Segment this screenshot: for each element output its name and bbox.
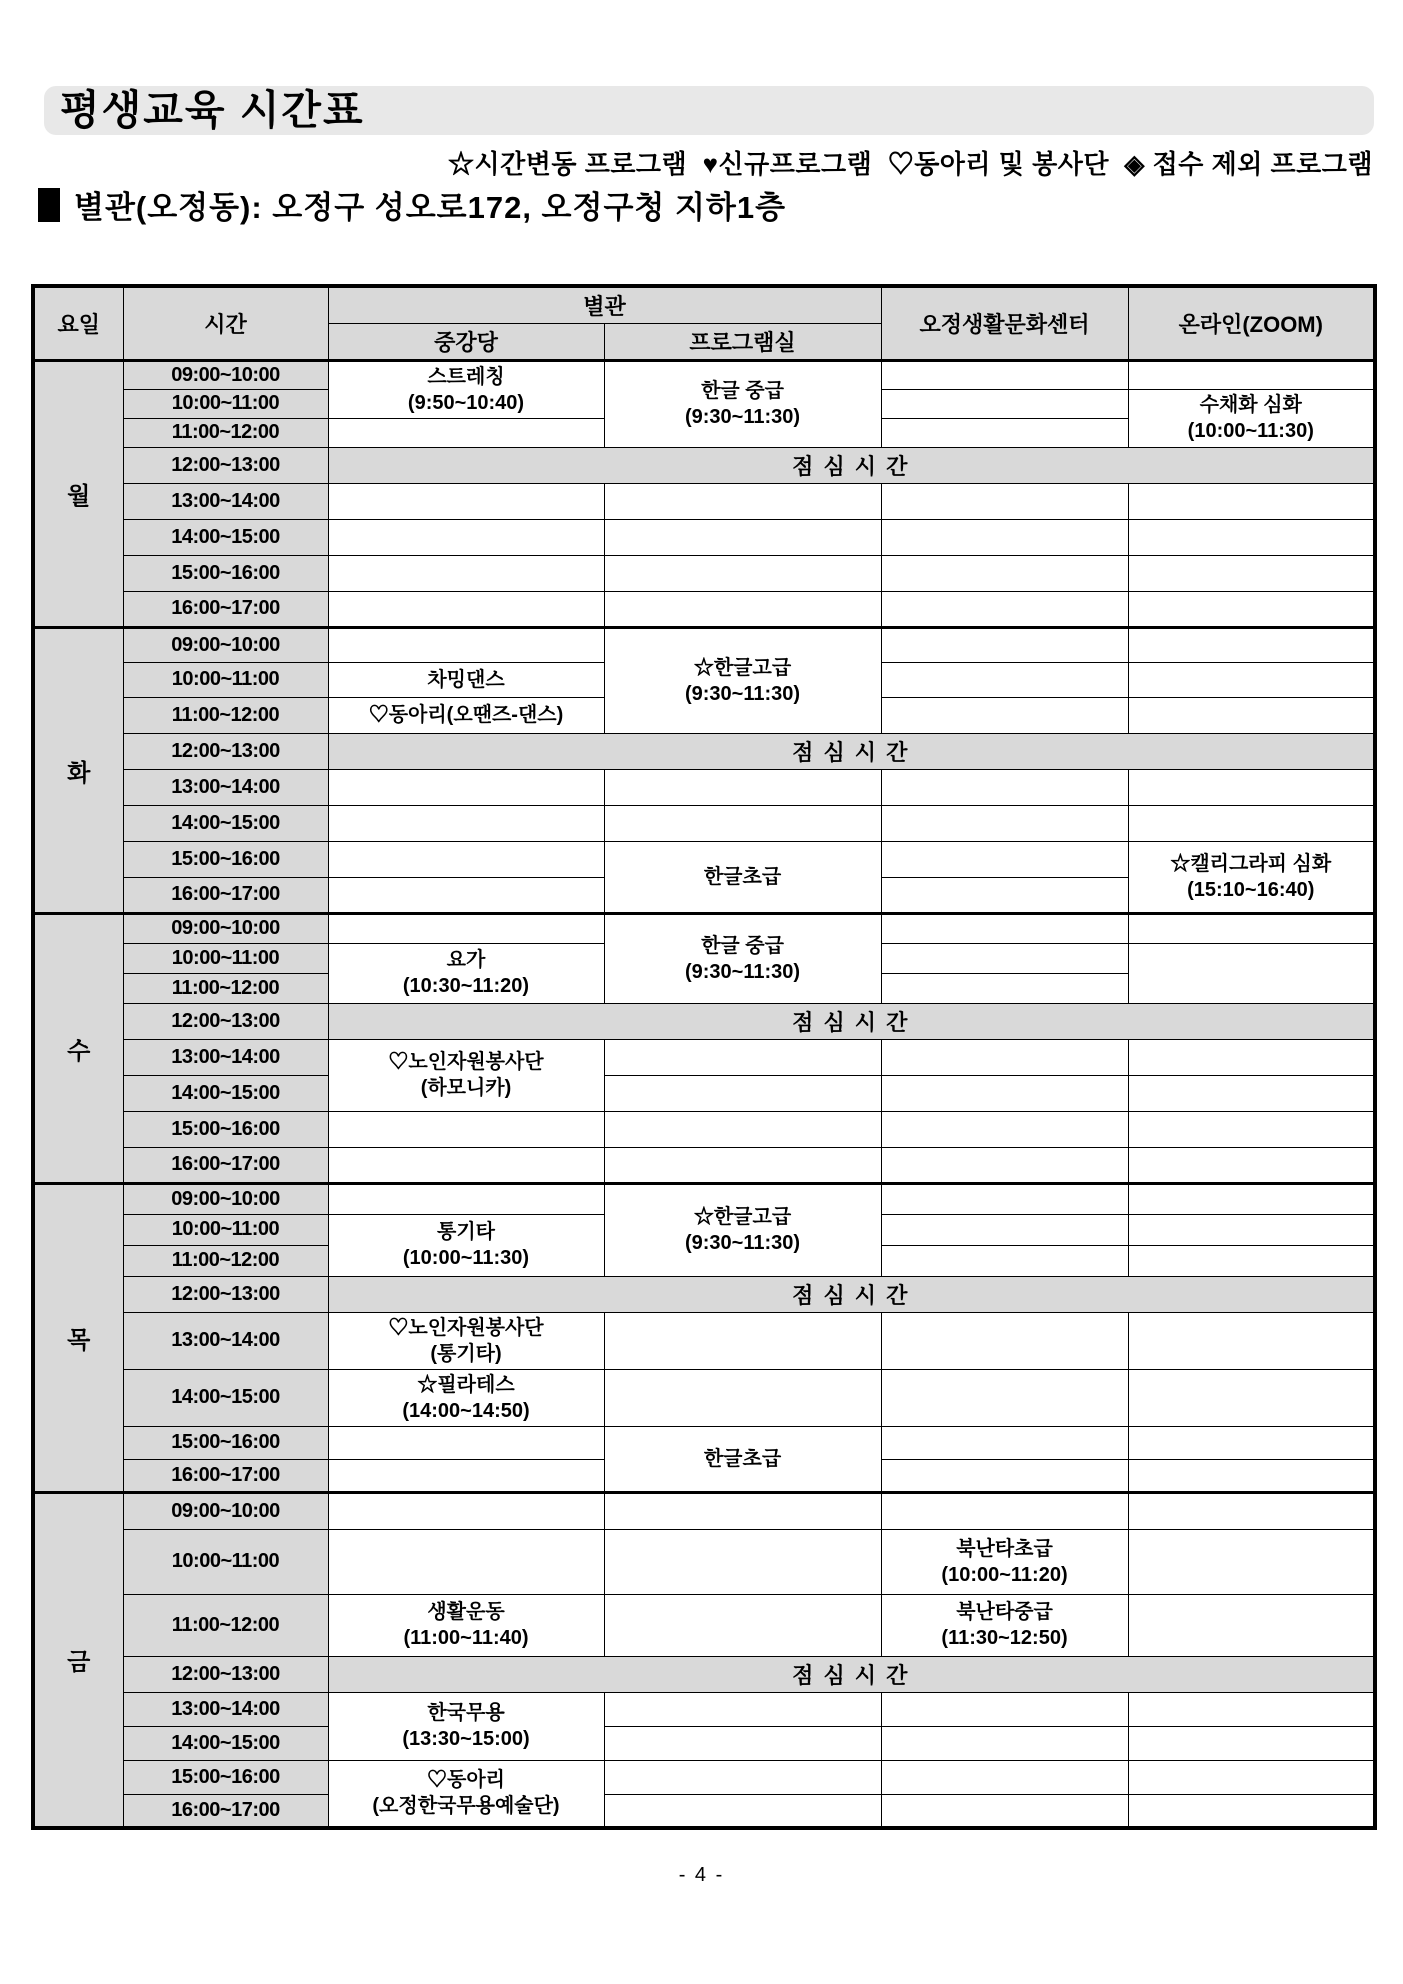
row-thu-7 — [33, 1426, 1375, 1459]
empty-cell — [328, 418, 604, 447]
row-mon-8 — [33, 591, 1375, 627]
program-title: ☆한글고급 — [693, 656, 792, 679]
time-cell: 12:00~13:00 — [123, 1276, 328, 1312]
empty-cell — [604, 1492, 881, 1529]
empty-cell — [1128, 591, 1375, 627]
lunch-cell: 점 심 시 간 — [328, 1276, 1375, 1312]
empty-cell — [328, 1111, 604, 1147]
time-cell: 12:00~13:00 — [123, 1003, 328, 1039]
row-tue-7 — [33, 841, 1375, 877]
time-cell: 16:00~17:00 — [123, 1459, 328, 1492]
time-cell: 13:00~14:00 — [123, 483, 328, 519]
empty-cell — [328, 483, 604, 519]
row-tue-1 — [33, 627, 1375, 662]
row-wed-7 — [33, 1111, 1375, 1147]
row-mon-1 — [33, 360, 1375, 389]
program-cell-tue-hangul-adv — [604, 627, 881, 733]
program-cell-thu-hangul-beg — [604, 1426, 881, 1492]
row-wed-1 — [33, 913, 1375, 943]
empty-cell — [1128, 913, 1375, 943]
empty-cell — [1128, 360, 1375, 389]
empty-cell — [1128, 1111, 1375, 1147]
header-hall: 중강당 — [328, 323, 604, 360]
empty-cell — [881, 943, 1128, 973]
day-cell-thu: 목 — [33, 1183, 123, 1492]
program-detail: (하모니카) — [420, 1077, 512, 1099]
empty-cell — [881, 1426, 1128, 1459]
empty-cell — [881, 841, 1128, 877]
program-title: ♡노인자원봉사단 — [388, 1051, 544, 1073]
lunch-cell: 점 심 시 간 — [328, 447, 1375, 483]
empty-cell — [1128, 1594, 1375, 1656]
empty-cell — [1128, 662, 1375, 697]
empty-cell — [328, 913, 604, 943]
program-title: 스트레칭 — [427, 365, 505, 388]
empty-cell — [881, 1147, 1128, 1183]
day-cell-tue: 화 — [33, 627, 123, 913]
program-cell-wed-yoga — [328, 943, 604, 1003]
empty-cell — [881, 1492, 1128, 1529]
empty-cell — [881, 1312, 1128, 1369]
empty-cell — [881, 1245, 1128, 1276]
program-cell-thu-guitar — [328, 1214, 604, 1276]
row-tue-4 — [33, 733, 1375, 769]
empty-cell — [604, 1529, 881, 1594]
time-cell: 12:00~13:00 — [123, 733, 328, 769]
program-detail: (9:30~11:30) — [684, 960, 801, 983]
program-detail: (11:30~12:50) — [941, 1627, 1068, 1649]
empty-cell — [881, 555, 1128, 591]
page-title: 평생교육 시간표 — [44, 86, 1374, 135]
time-cell: 15:00~16:00 — [123, 1760, 328, 1794]
empty-cell — [1128, 1075, 1375, 1111]
row-fri-4 — [33, 1656, 1375, 1692]
empty-cell — [1128, 1426, 1375, 1459]
empty-cell — [1128, 1039, 1375, 1075]
section-heading-text: 별관(오정동): 오정구 성오로172, 오정구청 지하1층 — [74, 190, 787, 225]
empty-cell — [328, 555, 604, 591]
program-detail: (9:30~11:30) — [684, 406, 801, 428]
empty-cell — [328, 841, 604, 877]
empty-cell — [604, 483, 881, 519]
header-day: 요일 — [33, 286, 123, 360]
empty-cell — [881, 1760, 1128, 1794]
program-cell-thu-senior-guitar — [328, 1312, 604, 1369]
program-detail: (11:00~11:40) — [403, 1627, 529, 1649]
program-cell-mon-hangul-mid — [604, 360, 881, 447]
empty-cell — [881, 1111, 1128, 1147]
program-cell-wed-senior-harmonica — [328, 1039, 604, 1111]
time-cell: 10:00~11:00 — [123, 1214, 328, 1245]
empty-cell — [1128, 1459, 1375, 1492]
empty-cell — [604, 1312, 881, 1369]
time-cell: 16:00~17:00 — [123, 877, 328, 913]
program-detail: (10:00~11:20) — [941, 1563, 1068, 1586]
row-wed-6 — [33, 1075, 1375, 1111]
empty-cell — [604, 1147, 881, 1183]
program-detail: (9:50~10:40) — [407, 391, 525, 414]
program-detail: (15:10~16:40) — [1187, 878, 1315, 901]
empty-cell — [1128, 1183, 1375, 1214]
program-title: 생활운동 — [427, 1601, 505, 1623]
program-title: ☆한글고급 — [693, 1206, 792, 1228]
empty-cell — [881, 805, 1128, 841]
empty-cell — [881, 913, 1128, 943]
row-mon-7 — [33, 555, 1375, 591]
empty-cell — [1128, 805, 1375, 841]
empty-cell — [328, 877, 604, 913]
row-tue-5 — [33, 769, 1375, 805]
day-cell-fri: 금 — [33, 1492, 123, 1828]
time-cell: 14:00~15:00 — [123, 1369, 328, 1426]
time-cell: 11:00~12:00 — [123, 418, 328, 447]
empty-cell — [881, 697, 1128, 733]
row-fri-3 — [33, 1594, 1375, 1656]
row-wed-4 — [33, 1003, 1375, 1039]
empty-cell — [881, 591, 1128, 627]
program-title: ♡동아리(오땐즈-댄스) — [368, 704, 564, 726]
row-tue-6 — [33, 805, 1375, 841]
time-cell: 10:00~11:00 — [123, 943, 328, 973]
program-title: 한글 중급 — [701, 380, 784, 402]
time-cell: 16:00~17:00 — [123, 1147, 328, 1183]
program-title: 통기타 — [437, 1221, 495, 1243]
timetable — [31, 284, 1377, 1830]
program-cell-fri-club-korean-dance — [328, 1760, 604, 1828]
header-row-1 — [33, 286, 1375, 323]
time-cell: 10:00~11:00 — [123, 1529, 328, 1594]
time-cell: 15:00~16:00 — [123, 1111, 328, 1147]
empty-cell — [604, 1794, 881, 1828]
empty-cell — [1128, 1492, 1375, 1529]
empty-cell — [1128, 697, 1375, 733]
header-online: 온라인(ZOOM) — [1128, 286, 1375, 360]
program-cell-fri-korean-dance — [328, 1692, 604, 1760]
empty-cell — [604, 1075, 881, 1111]
header-time: 시간 — [123, 286, 328, 360]
time-cell: 14:00~15:00 — [123, 805, 328, 841]
time-cell: 14:00~15:00 — [123, 1075, 328, 1111]
empty-cell — [604, 1111, 881, 1147]
row-mon-4 — [33, 447, 1375, 483]
empty-cell — [881, 1692, 1128, 1726]
empty-cell — [881, 662, 1128, 697]
row-fri-7 — [33, 1760, 1375, 1794]
program-detail: (10:30~11:20) — [402, 975, 530, 997]
row-thu-4 — [33, 1276, 1375, 1312]
empty-cell — [328, 1147, 604, 1183]
program-detail: (9:30~11:30) — [684, 1232, 801, 1254]
program-detail: (오정한국무용예술단) — [372, 1795, 560, 1818]
empty-cell — [328, 1459, 604, 1492]
program-title: 차밍댄스 — [427, 668, 505, 691]
empty-cell — [1128, 1726, 1375, 1760]
empty-cell — [604, 1692, 881, 1726]
header-program-room: 프로그램실 — [604, 323, 881, 360]
empty-cell — [1128, 1147, 1375, 1183]
time-cell: 12:00~13:00 — [123, 1656, 328, 1692]
program-cell-tue-hangul-beg — [604, 841, 881, 913]
empty-cell — [881, 483, 1128, 519]
empty-cell — [604, 519, 881, 555]
empty-cell — [328, 769, 604, 805]
empty-cell — [881, 389, 1128, 418]
empty-cell — [328, 1529, 604, 1594]
day-cell-mon: 월 — [33, 360, 123, 627]
row-fri-2 — [33, 1529, 1375, 1594]
time-cell: 13:00~14:00 — [123, 1692, 328, 1726]
empty-cell — [1128, 627, 1375, 662]
empty-cell — [604, 805, 881, 841]
row-thu-5 — [33, 1312, 1375, 1369]
empty-cell — [1128, 1214, 1375, 1245]
program-cell-fri-buknanta-beg — [881, 1529, 1128, 1594]
page-number: - 4 - — [678, 1864, 725, 1886]
row-mon-6 — [33, 519, 1375, 555]
row-wed-5 — [33, 1039, 1375, 1075]
program-detail: (10:00~11:30) — [402, 1247, 530, 1269]
empty-cell — [881, 877, 1128, 913]
empty-cell — [881, 1075, 1128, 1111]
time-cell: 09:00~10:00 — [123, 1492, 328, 1529]
program-cell-fri-buknanta-mid — [881, 1594, 1128, 1656]
empty-cell — [604, 555, 881, 591]
empty-cell — [881, 1183, 1128, 1214]
empty-cell — [881, 360, 1128, 389]
empty-cell — [328, 1183, 604, 1214]
program-title: 한글초급 — [703, 865, 782, 888]
time-cell: 13:00~14:00 — [123, 1312, 328, 1369]
program-detail: (9:30~11:30) — [684, 682, 801, 705]
empty-cell — [604, 769, 881, 805]
program-detail: (14:00~14:50) — [402, 1399, 530, 1422]
empty-cell — [881, 973, 1128, 1003]
program-title: ♡동아리 — [427, 1769, 505, 1792]
empty-cell — [1128, 1692, 1375, 1726]
empty-cell — [328, 591, 604, 627]
program-cell-thu-pilates — [328, 1369, 604, 1426]
program-cell-tue-club-dance — [328, 697, 604, 733]
empty-cell — [881, 418, 1128, 447]
day-cell-wed: 수 — [33, 913, 123, 1183]
time-cell: 13:00~14:00 — [123, 1039, 328, 1075]
program-title: ☆캘리그라피 심화 — [1170, 852, 1332, 875]
time-cell: 09:00~10:00 — [123, 627, 328, 662]
program-title: 한글 중급 — [701, 934, 784, 957]
time-cell: 15:00~16:00 — [123, 555, 328, 591]
program-cell-wed-hangul-mid — [604, 913, 881, 1003]
empty-cell — [328, 627, 604, 662]
row-fri-5 — [33, 1692, 1375, 1726]
section-heading — [38, 182, 786, 227]
empty-cell — [1128, 1312, 1375, 1369]
empty-cell — [881, 1794, 1128, 1828]
program-title: 북난타중급 — [956, 1601, 1053, 1623]
program-cell-fri-life-exercise — [328, 1594, 604, 1656]
time-cell: 09:00~10:00 — [123, 913, 328, 943]
program-title: 요가 — [446, 949, 486, 971]
program-cell-mon-watercolor — [1128, 389, 1375, 447]
empty-cell — [1128, 1794, 1375, 1828]
header-culture-center: 오정생활문화센터 — [881, 286, 1128, 360]
empty-cell — [328, 1426, 604, 1459]
time-cell: 15:00~16:00 — [123, 1426, 328, 1459]
empty-cell — [604, 1726, 881, 1760]
empty-cell — [328, 805, 604, 841]
empty-cell — [881, 769, 1128, 805]
row-thu-6 — [33, 1369, 1375, 1426]
row-wed-8 — [33, 1147, 1375, 1183]
empty-cell — [1128, 1529, 1375, 1594]
lunch-cell: 점 심 시 간 — [328, 1003, 1375, 1039]
empty-cell — [328, 519, 604, 555]
empty-cell — [328, 1492, 604, 1529]
legend-line: ☆시간변동 프로그램 ♥신규프로그램 ♡동아리 및 봉사단 ◈ 접수 제외 프로그램 — [448, 149, 1373, 179]
empty-cell — [604, 1039, 881, 1075]
program-cell-tue-calligraphy — [1128, 841, 1375, 913]
time-cell: 10:00~11:00 — [123, 389, 328, 418]
empty-cell — [881, 1459, 1128, 1492]
empty-cell — [1128, 555, 1375, 591]
program-detail: (13:30~15:00) — [402, 1728, 530, 1750]
empty-cell — [881, 627, 1128, 662]
empty-cell — [881, 1214, 1128, 1245]
lunch-cell: 점 심 시 간 — [328, 1656, 1375, 1692]
row-fri-1 — [33, 1492, 1375, 1529]
time-cell: 12:00~13:00 — [123, 447, 328, 483]
program-cell-mon-stretching — [328, 360, 604, 418]
program-detail: (통기타) — [430, 1342, 502, 1365]
empty-cell — [881, 1726, 1128, 1760]
time-cell: 14:00~15:00 — [123, 1726, 328, 1760]
empty-cell — [1128, 943, 1375, 1003]
program-title: 북난타초급 — [956, 1537, 1053, 1560]
lunch-cell: 점 심 시 간 — [328, 733, 1375, 769]
empty-cell — [604, 1760, 881, 1794]
time-cell: 11:00~12:00 — [123, 697, 328, 733]
program-title: ☆필라테스 — [417, 1373, 515, 1396]
time-cell: 09:00~10:00 — [123, 1183, 328, 1214]
time-cell: 14:00~15:00 — [123, 519, 328, 555]
empty-cell — [604, 1594, 881, 1656]
empty-cell — [881, 519, 1128, 555]
time-cell: 09:00~10:00 — [123, 360, 328, 389]
program-title: 한글초급 — [703, 1447, 782, 1470]
empty-cell — [1128, 519, 1375, 555]
program-cell-tue-charming-dance — [328, 662, 604, 697]
time-cell: 11:00~12:00 — [123, 1245, 328, 1276]
empty-cell — [604, 1369, 881, 1426]
time-cell: 15:00~16:00 — [123, 841, 328, 877]
header-annex: 별관 — [328, 286, 881, 323]
time-cell: 11:00~12:00 — [123, 1594, 328, 1656]
program-title: 수채화 심화 — [1199, 394, 1302, 416]
empty-cell — [1128, 1760, 1375, 1794]
time-cell: 16:00~17:00 — [123, 1794, 328, 1828]
row-thu-1 — [33, 1183, 1375, 1214]
row-mon-5 — [33, 483, 1375, 519]
empty-cell — [1128, 769, 1375, 805]
empty-cell — [1128, 1369, 1375, 1426]
empty-cell — [1128, 1245, 1375, 1276]
program-title: ♡노인자원봉사단 — [388, 1316, 544, 1339]
empty-cell — [881, 1039, 1128, 1075]
black-square-bullet-icon — [38, 188, 60, 222]
row-fri-6 — [33, 1726, 1375, 1760]
program-cell-thu-hangul-adv — [604, 1183, 881, 1276]
empty-cell — [881, 1369, 1128, 1426]
time-cell: 10:00~11:00 — [123, 662, 328, 697]
program-detail: (10:00~11:30) — [1187, 420, 1314, 442]
time-cell: 11:00~12:00 — [123, 973, 328, 1003]
empty-cell — [1128, 483, 1375, 519]
time-cell: 13:00~14:00 — [123, 769, 328, 805]
empty-cell — [604, 591, 881, 627]
time-cell: 16:00~17:00 — [123, 591, 328, 627]
row-fri-8 — [33, 1794, 1375, 1828]
program-title: 한국무용 — [427, 1702, 505, 1724]
